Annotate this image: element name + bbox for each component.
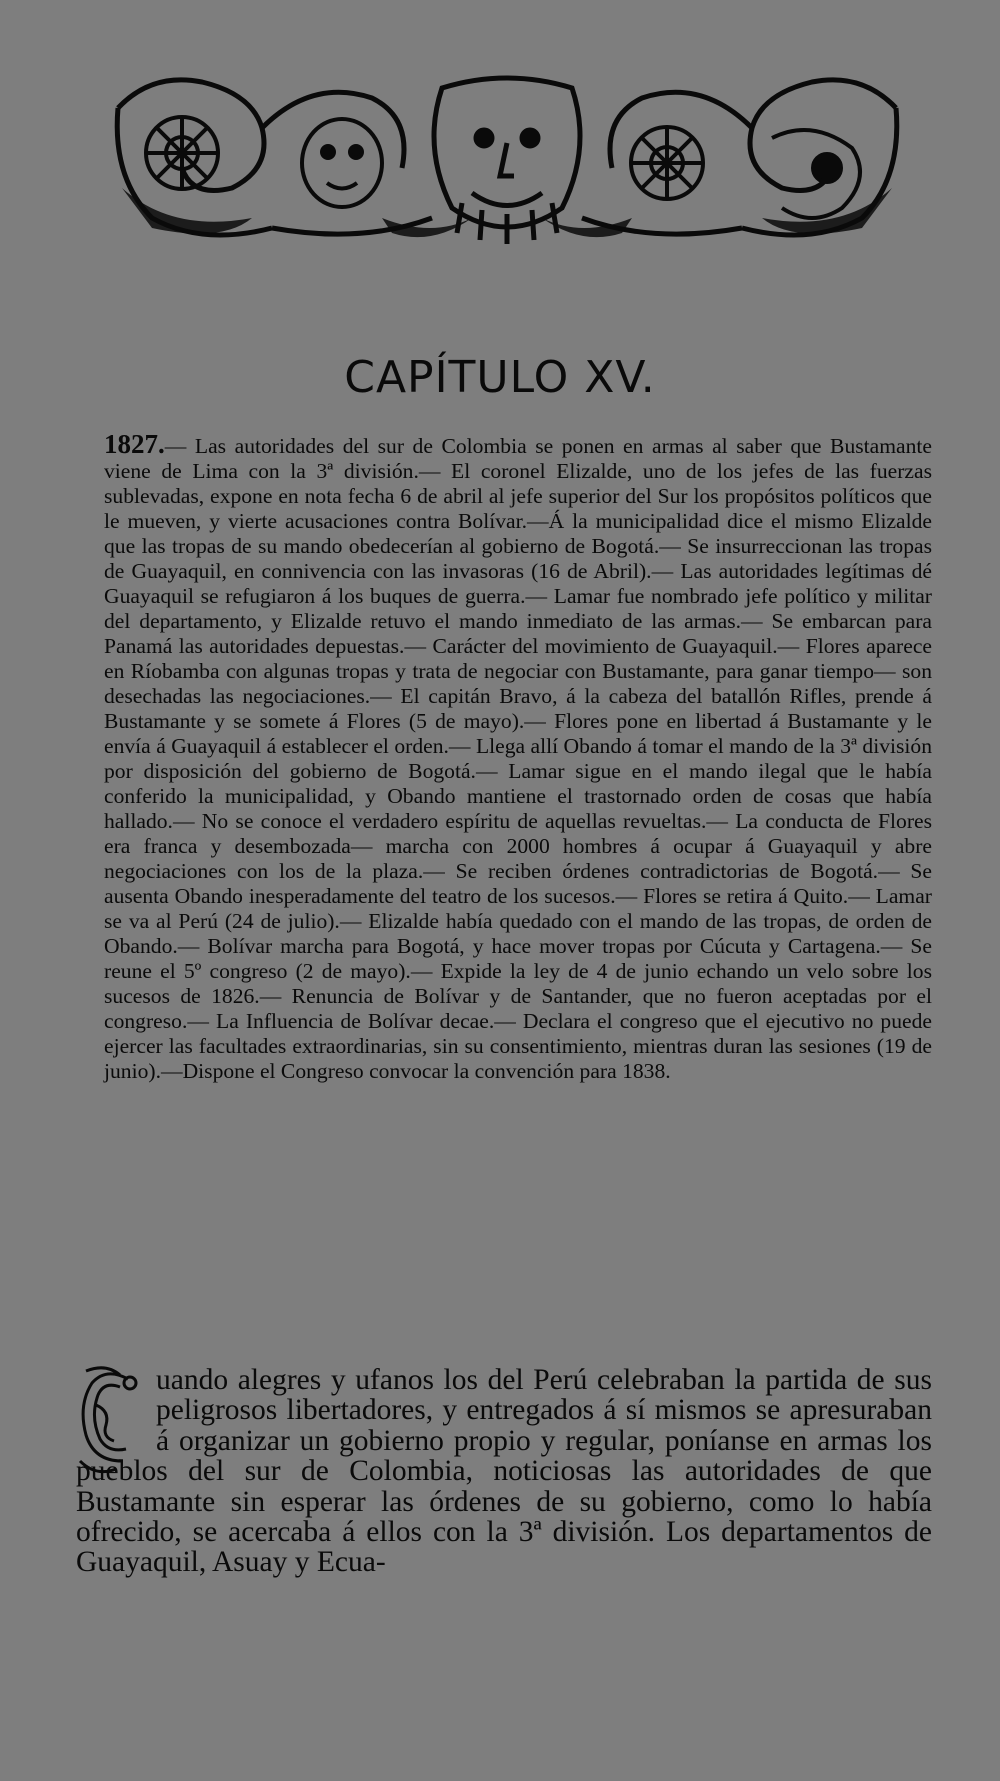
body-text [76,1365,932,1578]
summary-year: 1827. [104,429,165,459]
body-text-content: uando alegres y ufanos los del Perú celebraban la partida de sus peligrosos libertadores, y entregados á sí mismos se apresuraban á organizar un gobierno propio y regular, poníanse en armas los pueblos del sur de Colombia, noticiosas las autoridades de que Bustamante sin esperar las órdenes de su gobierno, como lo había ofrecido, se acercaba á ellos con la 3ª división. Los departamentos de Guayaquil, Asuay y Ecua- [76,1364,932,1579]
drop-cap-space [76,1365,156,1453]
chapter-title: CAPÍTULO XV. [344,352,656,403]
chapter-summary [104,429,932,1084]
summary-text: — Las autoridades del sur de Colombia se ponen en armas al saber que Bustamante viene de Lima con la 3ª división.— El coronel Elizalde, uno de los jefes de las fuerzas sublevadas, expone en nota fecha 6 de abril al jefe superior del Sur los propósitos políticos que le mueven, y vierte acusaciones contra Bolívar.—Á la municipalidad dice el mismo Elizalde que las tropas de su mando obedecerían al gobierno de Bogotá.— Se insurreccionan las tropas de Guayaquil, en connivencia con las invasoras (16 de Abril).— Las autoridades legítimas dé Guayaquil se refugiaron á los buques de guerra.— Lamar fue nombrado jefe político y militar del departamento, y Elizalde retuvo el mando inmediato de las armas.— Se embarcan para Panamá las autoridades depuestas.— Carácter del movimiento de Guayaquil.— Flores aparece en Ríobamba con algunas tropas y trata de negociar con Bustamante, para ganar tiempo— son desechadas las negociaciones.— El capitán Bravo, á la cabeza del batallón Rifles, prende á Bustamante y se somete á Flores (5 de mayo).— Flores pone en libertad á Bustamante y le envía á Guayaquil á establecer el orden.— Llega allí Obando á tomar el mando de la 3ª división por disposición del gobierno de Bogotá.— Lamar sigue en el mando ilegal que le había conferido la municipalidad, y Obando mantiene el trastornado orden de cosas que había hallado.— No se conoce el verdadero espíritu de aquellas revueltas.— La conducta de Flores era franca y desembozada— marcha con 2000 hombres á ocupar á Guayaquil y abre negociaciones con los de la plaza.— Se reciben órdenes contradictorias de Bogotá.— Se ausenta Obando inesperadamente del teatro de los sucesos.— Flores se retira á Quito.— Lamar se va al Perú (24 de julio).— Elizalde había quedado con el mando de las tropas, de orden de Obando.— Bolívar marcha para Bogotá, y hace mover tropas por Cúcuta y Cartagena.— Se reune el 5º congreso (2 de mayo).— Expide la ley de 4 de junio echando un velo sobre los sucesos de 1826.— Renuncia de Bolívar y de Santander, que no fueron aceptadas por el congreso.— La Influencia de Bolívar decae.— Declara el congreso que el ejecutivo no puede ejercer las facultades extraordinarias, sin su consentimiento, mientras duran las sesiones (19 de junio).—Dispone el Congreso convocar la convención para 1838. [104,434,932,1083]
header-ornament [112,68,902,246]
body-paragraph-block [76,1365,932,1645]
